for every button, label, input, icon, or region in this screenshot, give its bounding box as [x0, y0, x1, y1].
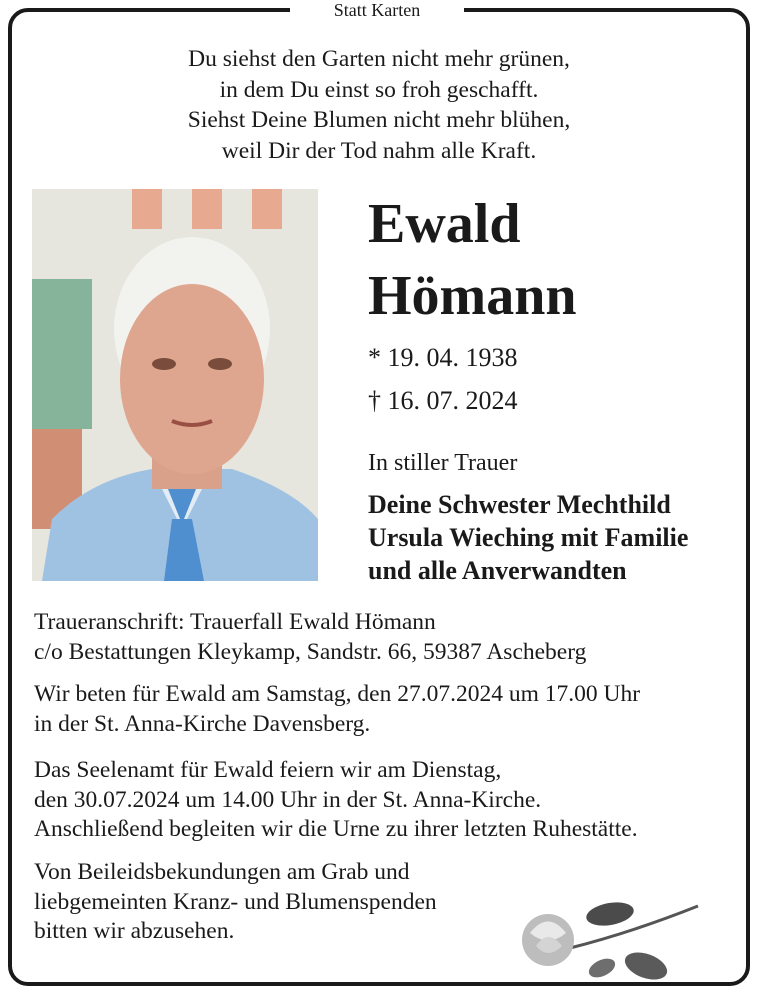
birth-date: * 19. 04. 1938	[368, 343, 518, 372]
poem-line: Siehst Deine Blumen nicht mehr blühen,	[187, 107, 571, 133]
poem-line: Du siehst den Garten nicht mehr grünen,	[188, 46, 570, 72]
mourner-line: Ursula Wieching mit Familie	[368, 523, 689, 552]
death-date: † 16. 07. 2024	[368, 386, 518, 415]
condolence-line: Von Beileidsbekundungen am Grab und	[34, 859, 410, 885]
last-name: Hömann	[368, 265, 577, 327]
address-line: Traueranschrift: Trauerfall Ewald Hömann	[34, 609, 436, 635]
first-name: Ewald	[368, 193, 521, 255]
requiem-line: Anschließend begleiten wir die Urne zu ihrer letzten Ruhestätte.	[34, 816, 638, 842]
prayer-line: Wir beten für Ewald am Samstag, den 27.07.2024 um 17.00 Uhr	[34, 681, 641, 707]
address-line: c/o Bestattungen Kleykamp, Sandstr. 66, 59387 Ascheberg	[34, 638, 587, 665]
requiem-info	[34, 756, 638, 845]
portrait-illustration	[32, 189, 318, 581]
header-label: Statt Karten	[290, 0, 464, 22]
poem	[0, 44, 758, 166]
mourners-list	[368, 488, 688, 587]
prayer-info	[34, 680, 640, 739]
mourning-address	[34, 608, 586, 667]
mourner-line: und alle Anverwandten	[368, 556, 627, 585]
mourning-intro: In stiller Trauer	[368, 450, 518, 476]
condolence-line: bitten wir abzusehen.	[34, 918, 235, 944]
portrait-photo	[32, 189, 318, 581]
poem-line: in dem Du einst so froh geschafft.	[219, 76, 539, 103]
deceased-name	[368, 188, 577, 332]
poem-line: weil Dir der Tod nahm alle Kraft.	[221, 137, 537, 164]
condolence-line: liebgemeinten Kranz- und Blumenspenden	[34, 888, 437, 915]
life-dates	[368, 336, 518, 422]
requiem-line: den 30.07.2024 um 14.00 Uhr in der St. Anna-Kirche.	[34, 786, 542, 813]
rose-icon	[520, 888, 700, 984]
prayer-line: in der St. Anna-Kirche Davensberg.	[34, 710, 371, 737]
requiem-line: Das Seelenamt für Ewald feiern wir am Dienstag,	[34, 757, 502, 783]
mourner-line: Deine Schwester Mechthild	[368, 490, 671, 519]
condolence-note	[34, 858, 437, 947]
